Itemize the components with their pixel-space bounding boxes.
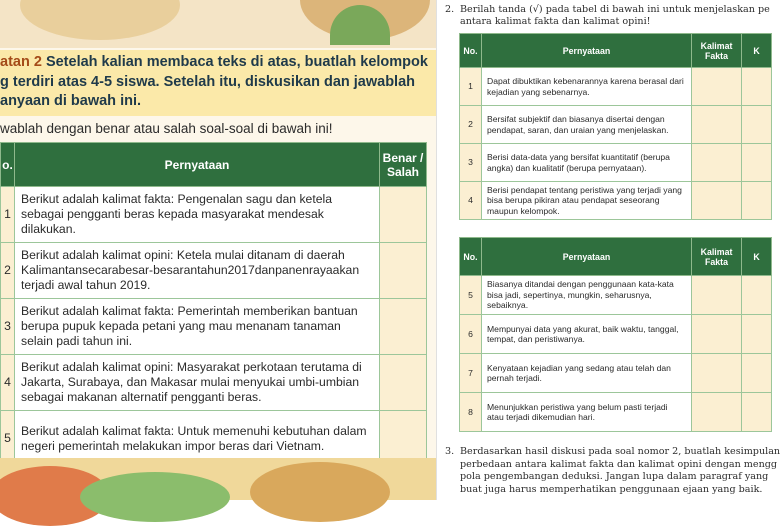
opinion-checkbox-cell[interactable]: [742, 182, 772, 220]
table-row: [1, 355, 427, 411]
activity-line-1: atan 2 Setelah kalian membaca teks di atas, buatlah kelompok: [0, 54, 428, 70]
instruction-text: wablah dengan benar atau salah soal-soal di bawah ini!: [0, 121, 333, 136]
answer-cell[interactable]: [380, 243, 427, 299]
table-row: [460, 393, 772, 432]
header-statement: Pernyataan: [482, 34, 692, 68]
row-statement: Berisi data-data yang bersifat kuantitatif (berupa angka) dan kualitatif (berupa pernyataan).: [482, 144, 692, 182]
row-statement: Mempunyai data yang akurat, baik waktu, tanggal, tempat, dan peristiwanya.: [482, 315, 692, 354]
opinion-checkbox-cell[interactable]: [742, 106, 772, 144]
question-2-line-1: Berilah tanda (√) pada tabel di bawah ini untuk menjelaskan pe: [460, 4, 770, 15]
question-2-number: 2.: [445, 4, 455, 15]
row-number: 7: [460, 354, 482, 393]
row-statement: Berikut adalah kalimat fakta: Pengenalan sagu dan ketela sebagai pengganti beras kepada masyarakat mendesak dilakukan.: [15, 187, 380, 243]
table-row: [460, 144, 772, 182]
row-number: 8: [460, 393, 482, 432]
row-number: 4: [460, 182, 482, 220]
row-number: 6: [460, 315, 482, 354]
opinion-checkbox-cell[interactable]: [742, 354, 772, 393]
activity-line-3: anyaan di bawah ini.: [0, 93, 142, 109]
table-row: [460, 354, 772, 393]
table-header-row: [1, 143, 427, 187]
row-number: 2: [460, 106, 482, 144]
header-statement: Pernyataan: [482, 238, 692, 276]
question-3-line: Berdasarkan hasil diskusi pada soal nomor 2, buatlah kesimpulan: [460, 446, 780, 457]
row-statement: Berikut adalah kalimat opini: Masyarakat perkotaan terutama di Jakarta, Surabaya, dan Makasar mulai menyukai umbi-umbian sebagai makanan alternatif pengganti beras.: [15, 355, 380, 411]
question-2-line-2: antara kalimat fakta dan kalimat opini!: [460, 16, 651, 27]
activity-line-2: g terdiri atas 4-5 siswa. Setelah itu, diskusikan dan jawablah: [0, 73, 416, 90]
header-no: No.: [460, 34, 482, 68]
true-false-table: [0, 142, 427, 467]
row-number: 5: [460, 276, 482, 315]
right-page: [436, 0, 780, 500]
table-row: [1, 187, 427, 243]
row-number: 3: [1, 299, 15, 355]
table-row: [460, 182, 772, 220]
row-number: 5: [1, 411, 15, 467]
question-3-line: pola pengembangan deduksi. Jangan lupa dalam paragraf yang: [460, 471, 769, 482]
row-statement: Berikut adalah kalimat opini: Ketela mulai ditanam di daerah Kalimantansecarabesar-besarantahun2017danpanenrayaakan terjadi awal tahun 2019.: [15, 243, 380, 299]
fact-checkbox-cell[interactable]: [692, 354, 742, 393]
table-header-row: [460, 34, 772, 68]
row-statement: Berikut adalah kalimat fakta: Pemerintah memberikan bantuan berupa pupuk kepada petani yang mau menanam tanaman selain padi tahun ini.: [15, 299, 380, 355]
header-fact: Kalimat Fakta: [692, 34, 742, 68]
activity-label: atan 2: [0, 54, 42, 70]
opinion-checkbox-cell[interactable]: [742, 276, 772, 315]
header-statement: Pernyataan: [15, 143, 380, 187]
table-row: [460, 106, 772, 144]
header-opinion: K: [742, 34, 772, 68]
fact-checkbox-cell[interactable]: [692, 315, 742, 354]
table-row: [1, 243, 427, 299]
fact-checkbox-cell[interactable]: [692, 276, 742, 315]
answer-cell[interactable]: [380, 299, 427, 355]
fact-checkbox-cell[interactable]: [692, 144, 742, 182]
row-number: 1: [1, 187, 15, 243]
fact-checkbox-cell[interactable]: [692, 393, 742, 432]
table-row: [1, 299, 427, 355]
row-statement: Menunjukkan peristiwa yang belum pasti terjadi atau terjadi dikemudian hari.: [482, 393, 692, 432]
table-header-row: [460, 238, 772, 276]
fact-checkbox-cell[interactable]: [692, 68, 742, 106]
fact-opinion-table-1: [459, 33, 772, 220]
row-statement: Dapat dibuktikan kebenarannya karena berasal dari kejadian yang sebenarnya.: [482, 68, 692, 106]
row-statement: Kenyataan kejadian yang sedang atau telah dan pernah terjadi.: [482, 354, 692, 393]
top-illustration: [0, 0, 436, 48]
bottom-illustration: [0, 458, 436, 500]
row-statement: Biasanya ditandai dengan penggunaan kata-kata bisa jadi, sepertinya, mungkin, seharusnya, sebaiknya.: [482, 276, 692, 315]
header-no: No.: [460, 238, 482, 276]
header-opinion: K: [742, 238, 772, 276]
opinion-checkbox-cell[interactable]: [742, 68, 772, 106]
question-3-line: buat juga harus memperhatikan penggunaan ejaan yang baik.: [460, 483, 763, 495]
opinion-checkbox-cell[interactable]: [742, 144, 772, 182]
question-3-line: perbedaan antara kalimat fakta dan kalimat opini dengan mengg: [460, 458, 778, 470]
row-number: 3: [460, 144, 482, 182]
activity-box: [0, 50, 436, 116]
fact-checkbox-cell[interactable]: [692, 182, 742, 220]
row-number: 4: [1, 355, 15, 411]
header-no: o.: [1, 143, 15, 187]
table-row: [460, 315, 772, 354]
header-answer: Benar / Salah: [380, 143, 427, 187]
row-number: 2: [1, 243, 15, 299]
row-statement: Berisi pendapat tentang peristiwa yang terjadi yang bisa berupa pikiran atau pendapat seseorang maupun kelompok.: [482, 182, 692, 220]
row-number: 1: [460, 68, 482, 106]
header-fact: Kalimat Fakta: [692, 238, 742, 276]
question-3-number: 3.: [445, 446, 455, 457]
table-row: [460, 276, 772, 315]
row-statement: Bersifat subjektif dan biasanya disertai dengan pendapat, saran, dan uraian yang menjelaskan.: [482, 106, 692, 144]
answer-cell[interactable]: [380, 187, 427, 243]
table-row: [460, 68, 772, 106]
fact-checkbox-cell[interactable]: [692, 106, 742, 144]
fact-opinion-table-2: [459, 237, 772, 432]
answer-cell[interactable]: [380, 355, 427, 411]
row-statement: Berikut adalah kalimat fakta: Untuk memenuhi kebutuhan dalam negeri pemerintah melakukan impor beras dari Vietnam.: [15, 411, 380, 467]
opinion-checkbox-cell[interactable]: [742, 315, 772, 354]
opinion-checkbox-cell[interactable]: [742, 393, 772, 432]
